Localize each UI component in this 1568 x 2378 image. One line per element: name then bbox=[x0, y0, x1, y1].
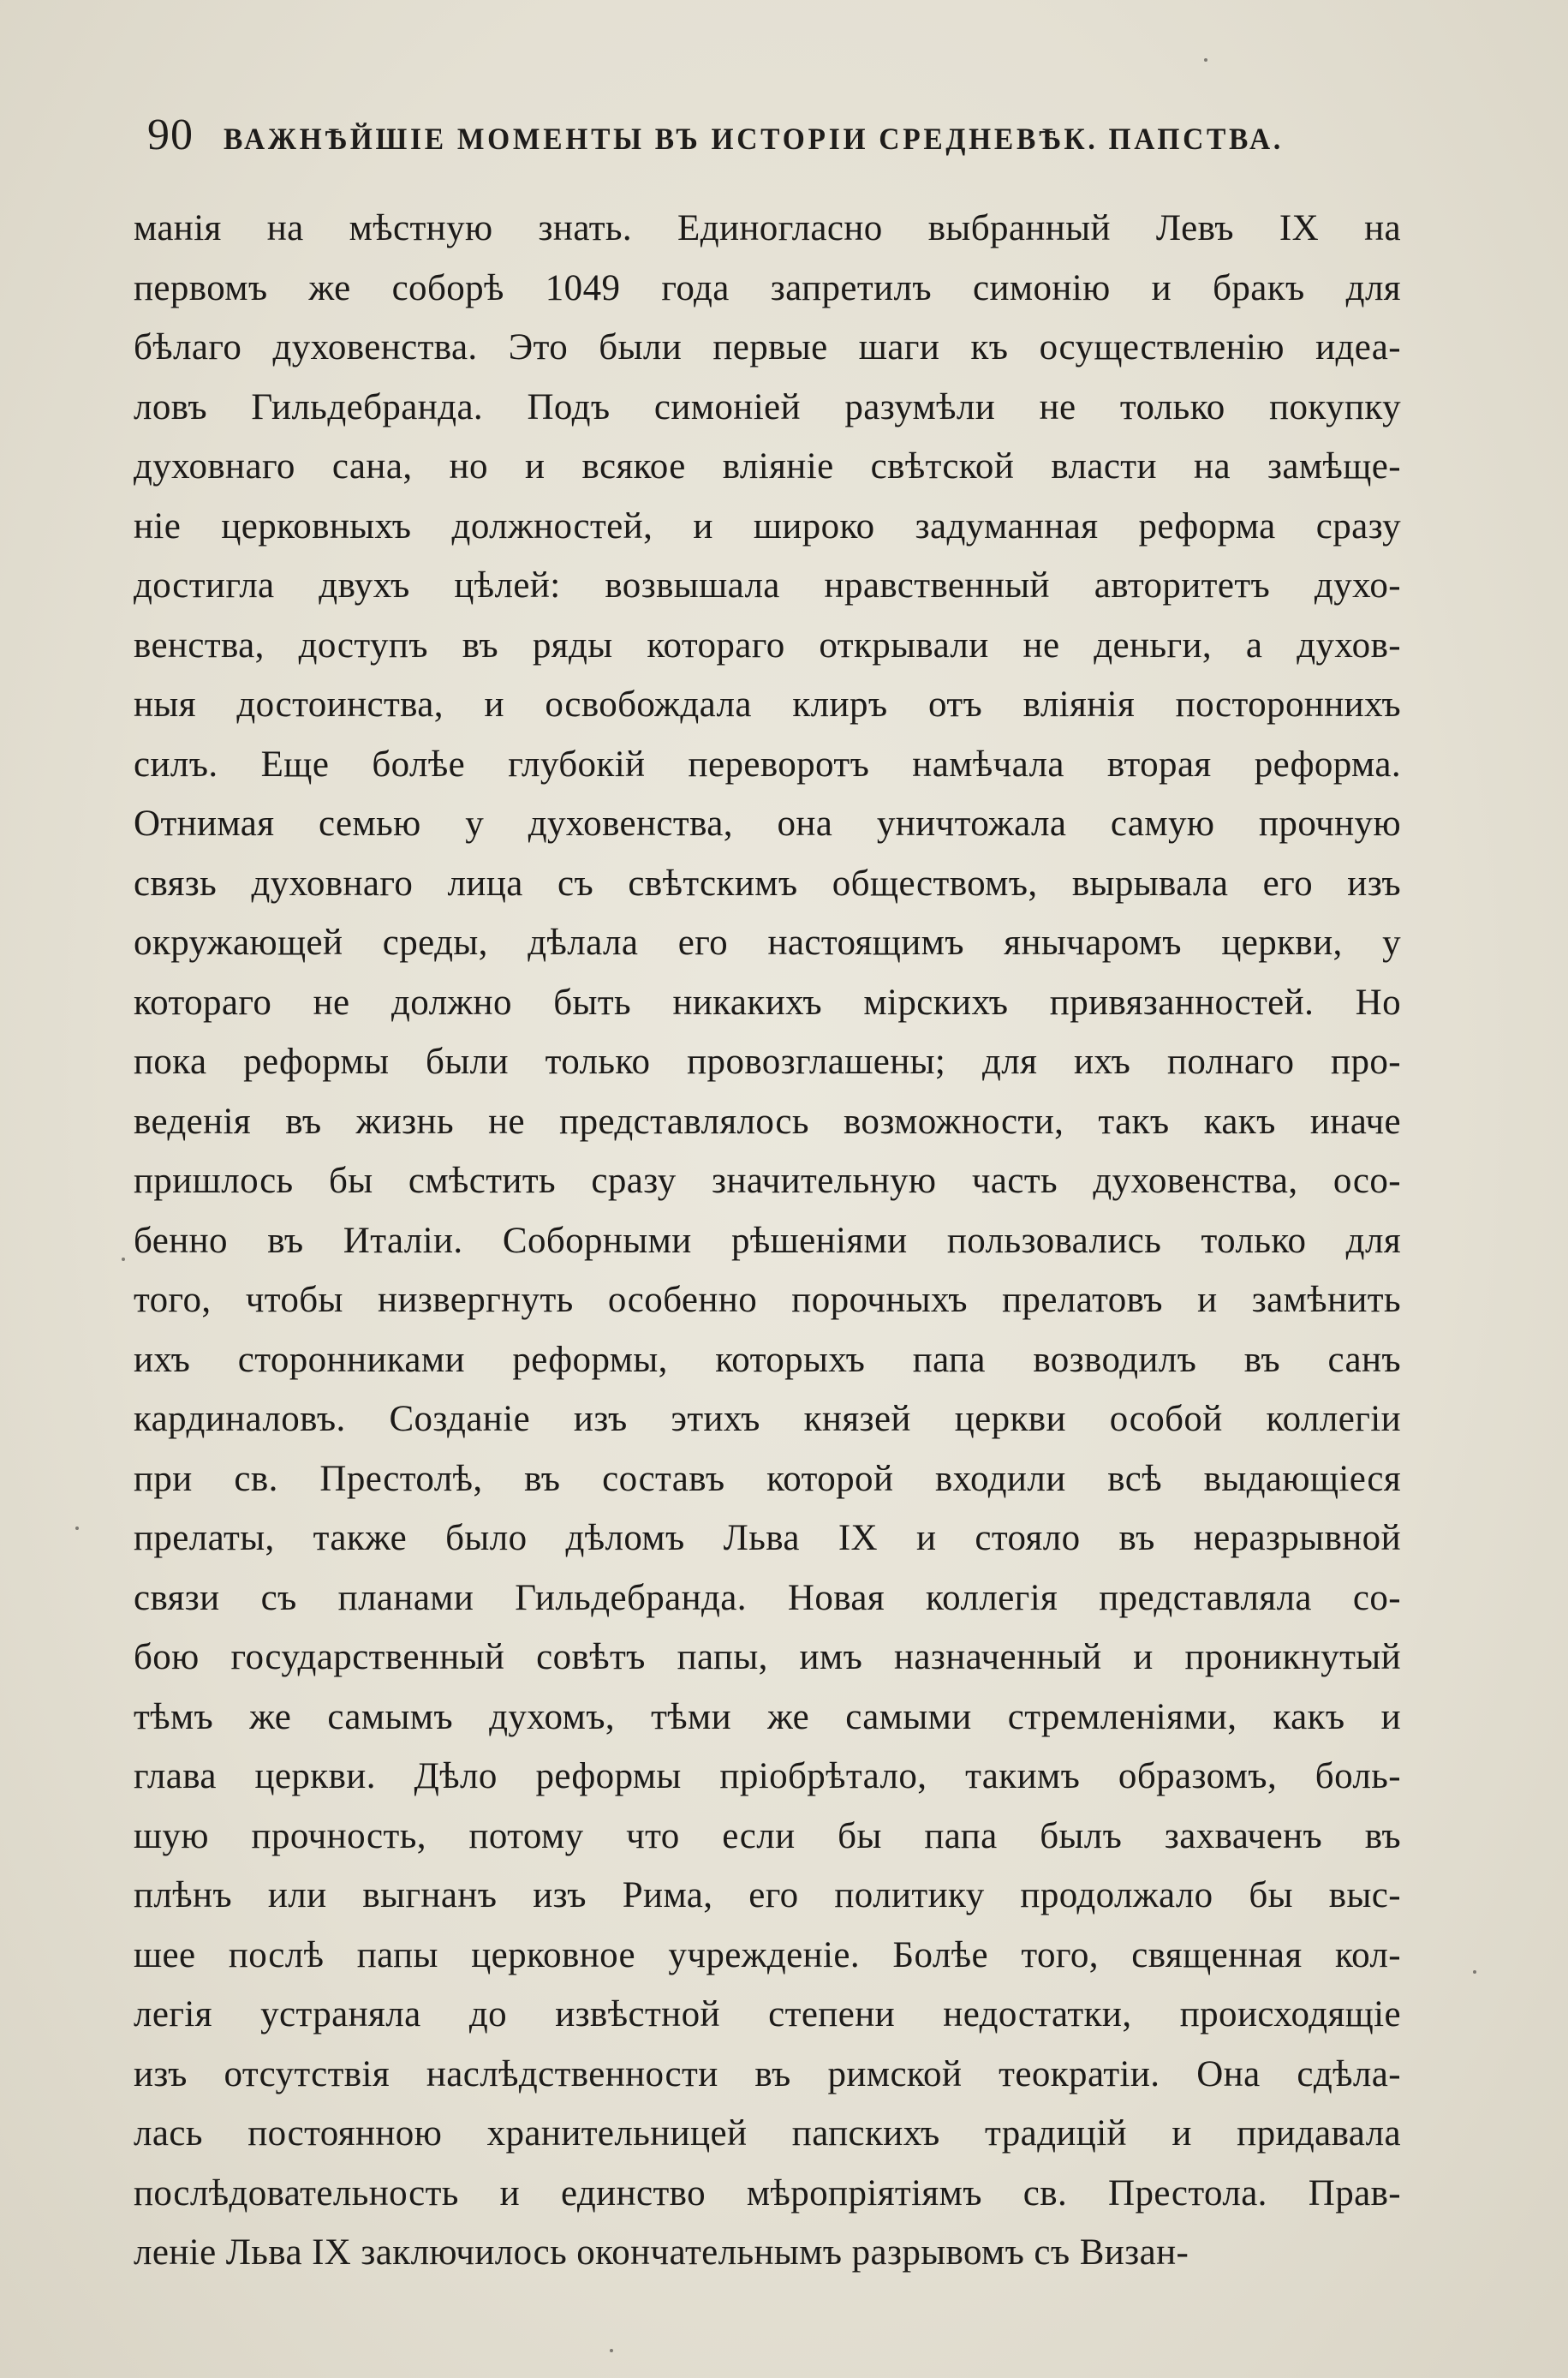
text-line: шую прочность, потому что если бы папа былъ захваченъ въ bbox=[134, 1815, 1401, 1856]
text-line: духовнаго сана, но и всякое вліяніе свѣтской власти на замѣще- bbox=[134, 446, 1401, 487]
text-line: изъ отсутствія наслѣдственности въ римской теократіи. Она сдѣла- bbox=[134, 2053, 1401, 2094]
text-line: венства, доступъ въ ряды котораго открывали не деньги, а духов- bbox=[134, 624, 1401, 666]
text-line: связь духовнаго лица съ свѣтскимъ обществомъ, вырывала его изъ bbox=[134, 863, 1401, 904]
text-line: Отнимая семью у духовенства, она уничтожала самую прочную bbox=[134, 804, 1401, 844]
text-line: послѣдовательность и единство мѣропріятіямъ св. Престола. Прав- bbox=[134, 2172, 1401, 2214]
paper-speck bbox=[122, 1258, 125, 1261]
text-line: окружающей среды, дѣлала его настоящимъ янычаромъ церкви, у bbox=[134, 923, 1401, 963]
text-line: манія на мѣстную знать. Единогласно выбранный Левъ IX на bbox=[134, 208, 1401, 248]
text-line: ихъ сторонниками реформы, которыхъ папа возводилъ въ санъ bbox=[134, 1339, 1401, 1380]
paper-speck bbox=[1204, 58, 1207, 62]
paper-speck bbox=[75, 1527, 79, 1530]
text-line: лась постоянною хранительницей папскихъ традицій и придавала bbox=[134, 2113, 1401, 2154]
text-line: прелаты, также было дѣломъ Льва IX и стояло въ неразрывной bbox=[134, 1518, 1401, 1558]
text-line: связи съ планами Гильдебранда. Новая коллегія представляла со- bbox=[134, 1577, 1401, 1618]
text-line: бою государственный совѣтъ папы, имъ назначенный и проникнутый bbox=[134, 1637, 1401, 1677]
text-line: котораго не должно быть никакихъ мірскихъ привязанностей. Но bbox=[134, 982, 1401, 1023]
page-number: 90 bbox=[147, 111, 194, 159]
text-line: при св. Престолѣ, въ составъ которой входили всѣ выдающіеся bbox=[134, 1458, 1401, 1499]
text-line: бенно въ Италіи. Соборными рѣшеніями пользовались только для bbox=[134, 1220, 1401, 1261]
text-line: того, чтобы низвергнуть особенно порочныхъ прелатовъ и замѣнить bbox=[134, 1280, 1401, 1320]
paper-speck bbox=[610, 2349, 613, 2352]
text-line: шее послѣ папы церковное учрежденіе. Болѣе того, священная кол- bbox=[134, 1934, 1401, 1975]
running-title: ВАЖНѢЙШІЕ МОМЕНТЫ ВЪ ИСТОРІИ СРЕДНЕВѢК. ПАПСТВА. bbox=[223, 122, 1284, 156]
text-line: леніе Льва IX заключилось окончательнымъ разрывомъ съ Визан- bbox=[134, 2232, 1189, 2273]
body-text bbox=[134, 199, 1401, 2283]
text-line: бѣлаго духовенства. Это были первые шаги къ осуществленію идеа- bbox=[134, 327, 1401, 367]
text-line: пришлось бы смѣстить сразу значительную часть духовенства, осо- bbox=[134, 1161, 1401, 1201]
text-line: кардиналовъ. Созданіе изъ этихъ князей церкви особой коллегіи bbox=[134, 1399, 1401, 1439]
text-line: силъ. Еще болѣе глубокій переворотъ намѣчала вторая реформа. bbox=[134, 744, 1401, 785]
running-header bbox=[147, 110, 1363, 178]
text-line: ловъ Гильдебранда. Подъ симоніей разумѣли не только покупку bbox=[134, 386, 1401, 427]
text-line: легія устраняла до извѣстной степени недостатки, происходящіе bbox=[134, 1994, 1401, 2034]
text-line: веденія въ жизнь не представлялось возможности, такъ какъ иначе bbox=[134, 1101, 1401, 1142]
paper-speck bbox=[1473, 1970, 1476, 1974]
text-line: ніе церковныхъ должностей, и широко задуманная реформа сразу bbox=[134, 505, 1401, 547]
text-line: первомъ же соборѣ 1049 года запретилъ симонію и бракъ для bbox=[134, 267, 1401, 308]
text-line: достигла двухъ цѣлей: возвышала нравственный авторитетъ духо- bbox=[134, 565, 1401, 606]
text-line: тѣмъ же самымъ духомъ, тѣми же самыми стремленіями, какъ и bbox=[134, 1696, 1401, 1737]
text-line: глава церкви. Дѣло реформы пріобрѣтало, такимъ образомъ, боль- bbox=[134, 1756, 1401, 1796]
text-line: пока реформы были только провозглашены; для ихъ полнаго про- bbox=[134, 1042, 1401, 1082]
text-line: ныя достоинства, и освобождала клиръ отъ вліянія постороннихъ bbox=[134, 684, 1401, 725]
text-line: плѣнъ или выгнанъ изъ Рима, его политику продолжало бы выс- bbox=[134, 1875, 1401, 1915]
